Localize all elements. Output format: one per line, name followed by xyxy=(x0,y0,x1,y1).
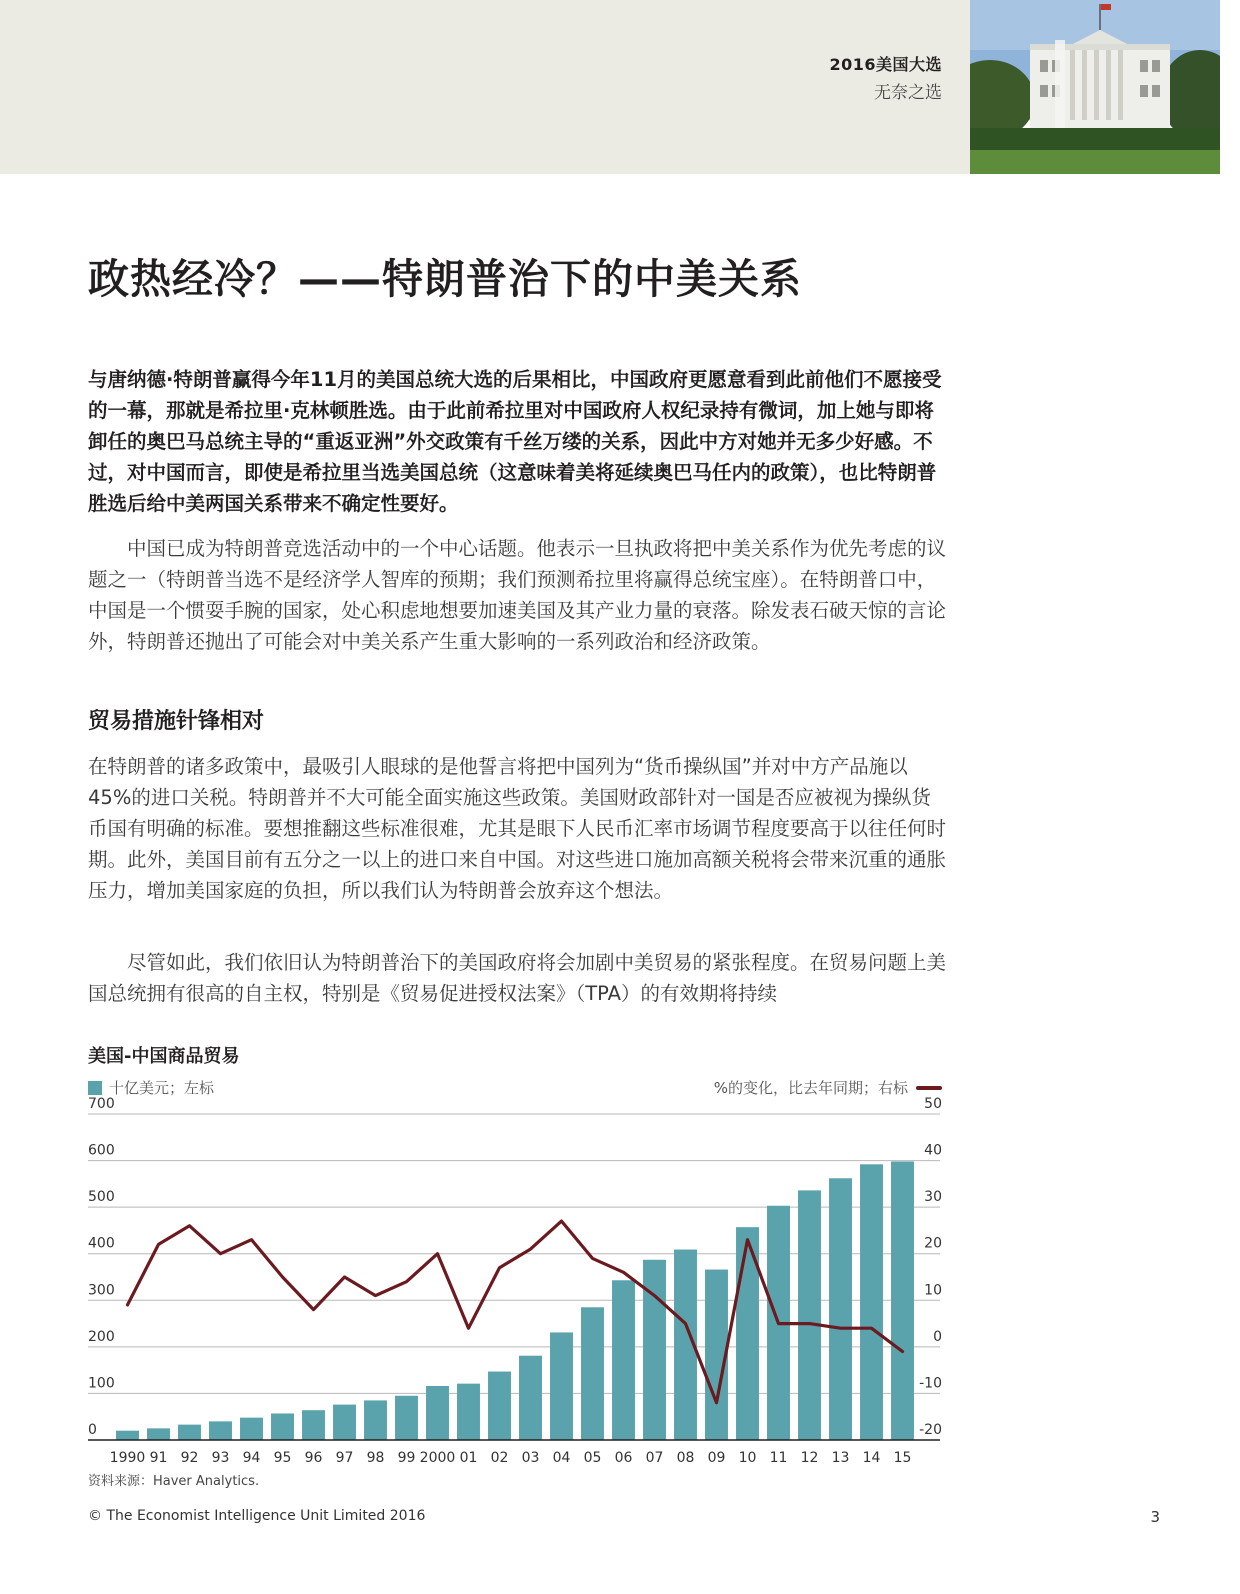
x-axis-tick-label: 91 xyxy=(149,1450,168,1466)
bar xyxy=(860,1164,883,1440)
legend-left-label: 十亿美元；左标 xyxy=(109,1079,215,1097)
bar xyxy=(147,1428,170,1440)
x-axis-tick-label: 10 xyxy=(738,1450,757,1466)
x-axis-tick-label: 07 xyxy=(645,1450,664,1466)
x-axis-tick-label: 06 xyxy=(614,1450,633,1466)
bar xyxy=(426,1386,449,1440)
bar xyxy=(271,1413,294,1440)
legend-right-label: %的变化，比去年同期；右标 xyxy=(713,1079,908,1097)
x-axis-tick-label: 97 xyxy=(335,1450,354,1466)
bar xyxy=(550,1332,573,1440)
x-axis-tick-label: 94 xyxy=(242,1450,261,1466)
bar xyxy=(178,1425,201,1440)
chart-source: 资料来源：Haver Analytics. xyxy=(88,1474,260,1489)
body-paragraph-3: 尽管如此，我们依旧认为特朗普治下的美国政府将会加剧中美贸易的紧张程度。在贸易问题上美国总统拥有很高的自主权，特别是《贸易促进授权法案》（TPA）的有效期将持续 xyxy=(88,951,947,1005)
left-axis-tick-label: 700 xyxy=(88,1096,115,1112)
body-paragraph-2: 在特朗普的诸多政策中，最吸引人眼球的是他誓言将把中国列为“货币操纵国”并对中方产品施以45%的进口关税。特朗普并不大可能全面实施这些政策。美国财政部针对一国是否应被视为操纵货币国有明确的标准。要想推翻这些标准很难，尤其是眼下人民币汇率市场调节程度要高于以往任何时期。此外，美国目前有五分之一以上的进口来自中国。对这些进口施加高额关税将会带来沉重的通胀压力，增加美国家庭的负担，所以我们认为特朗普会放弃这个想法。 xyxy=(88,755,947,902)
right-axis-tick-label: 10 xyxy=(924,1282,942,1299)
page-number: 3 xyxy=(1150,1508,1160,1526)
x-axis-tick-label: 04 xyxy=(552,1450,571,1466)
x-axis-tick-label: 12 xyxy=(800,1450,819,1466)
x-axis-tick-label: 01 xyxy=(459,1450,478,1466)
x-axis-tick-label: 99 xyxy=(397,1450,416,1466)
right-axis-tick-label: 20 xyxy=(924,1235,942,1252)
footer-copyright: © The Economist Intelligence Unit Limited 2016 xyxy=(88,1508,426,1524)
trade-chart xyxy=(80,1096,950,1468)
lead-paragraph: 与唐纳德·特朗普赢得今年11月的美国总统大选的后果相比，中国政府更愿意看到此前他们不愿接受的一幕，那就是希拉里·克林顿胜选。由于此前希拉里对中国政府人权纪录持有微词，加上她与即将卸任的奥巴马总统主导的“重返亚洲”外交政策有千丝万缕的关系，因此中方对她并无多少好感。不过，对中国而言，即使是希拉里当选美国总统（这意味着美将延续奥巴马任内的政策），也比特朗普胜选后给中美两国关系带来不确定性要好。 xyxy=(88,368,942,515)
bar xyxy=(333,1405,356,1440)
left-axis-tick-label: 0 xyxy=(88,1422,97,1438)
x-axis-tick-label: 03 xyxy=(521,1450,540,1466)
x-axis-tick-label: 05 xyxy=(583,1450,602,1466)
x-axis-tick-label: 93 xyxy=(211,1450,230,1466)
bar xyxy=(209,1421,232,1440)
right-axis-tick-label: 0 xyxy=(933,1328,942,1345)
bar xyxy=(488,1372,511,1440)
bar xyxy=(891,1162,914,1440)
chart-legend-right xyxy=(714,1077,942,1098)
left-axis-tick-label: 400 xyxy=(88,1235,115,1252)
bar xyxy=(612,1280,635,1440)
x-axis-tick-label: 95 xyxy=(273,1450,292,1466)
right-axis-tick-label: 40 xyxy=(924,1142,942,1159)
chart-legend-left xyxy=(88,1077,214,1098)
x-axis-tick-label: 14 xyxy=(862,1450,881,1466)
left-axis-tick-label: 200 xyxy=(88,1328,115,1345)
bar-legend-swatch xyxy=(88,1081,102,1095)
left-axis-tick-label: 100 xyxy=(88,1375,115,1392)
white-house-photo xyxy=(970,0,1220,174)
right-axis-tick-label: 50 xyxy=(924,1096,942,1112)
chart-title: 美国-中国商品贸易 xyxy=(88,1046,240,1067)
x-axis-tick-label: 08 xyxy=(676,1450,695,1466)
left-axis-tick-label: 300 xyxy=(88,1282,115,1299)
bar xyxy=(829,1178,852,1440)
bar xyxy=(240,1418,263,1440)
bar xyxy=(519,1356,542,1440)
x-axis-tick-label: 92 xyxy=(180,1450,199,1466)
line-legend-swatch xyxy=(916,1086,942,1090)
bar xyxy=(643,1260,666,1440)
body-paragraph-1: 中国已成为特朗普竞选活动中的一个中心话题。他表示一旦执政将把中美关系作为优先考虑的议题之一（特朗普当选不是经济学人智库的预期；我们预测希拉里将赢得总统宝座）。在特朗普口中，中国是一个惯耍手腕的国家，处心积虑地想要加速美国及其产业力量的衰落。除发表石破天惊的言论外，特朗普还抛出了可能会对中美关系产生重大影响的一系列政治和经济政策。 xyxy=(88,537,947,653)
header-band xyxy=(0,0,970,174)
x-axis-tick-label: 1990 xyxy=(109,1450,146,1466)
x-axis-tick-label: 98 xyxy=(366,1450,385,1466)
bar xyxy=(395,1396,418,1440)
bar xyxy=(457,1384,480,1440)
x-axis-tick-label: 2000 xyxy=(419,1450,456,1466)
right-axis-tick-label: -10 xyxy=(919,1375,942,1392)
left-axis-tick-label: 600 xyxy=(88,1142,115,1159)
x-axis-tick-label: 11 xyxy=(769,1450,788,1466)
bar xyxy=(302,1410,325,1440)
header-subsection-title: 无奈之选 xyxy=(874,83,942,103)
header-section-title: 2016美国大选 xyxy=(829,55,942,74)
right-axis-tick-label: 30 xyxy=(924,1189,942,1206)
x-axis-tick-label: 15 xyxy=(893,1450,912,1466)
x-axis-tick-label: 02 xyxy=(490,1450,509,1466)
bar xyxy=(116,1431,139,1440)
left-axis-tick-label: 500 xyxy=(88,1189,115,1206)
x-axis-tick-label: 09 xyxy=(707,1450,726,1466)
bar xyxy=(798,1190,821,1440)
x-axis-tick-label: 13 xyxy=(831,1450,850,1466)
section-heading: 贸易措施针锋相对 xyxy=(88,709,265,734)
x-axis-tick-label: 96 xyxy=(304,1450,323,1466)
article-title: 政热经冷？——特朗普治下的中美关系 xyxy=(88,255,802,303)
bar xyxy=(364,1400,387,1440)
right-axis-tick-label: -20 xyxy=(919,1422,942,1438)
bar xyxy=(581,1307,604,1440)
